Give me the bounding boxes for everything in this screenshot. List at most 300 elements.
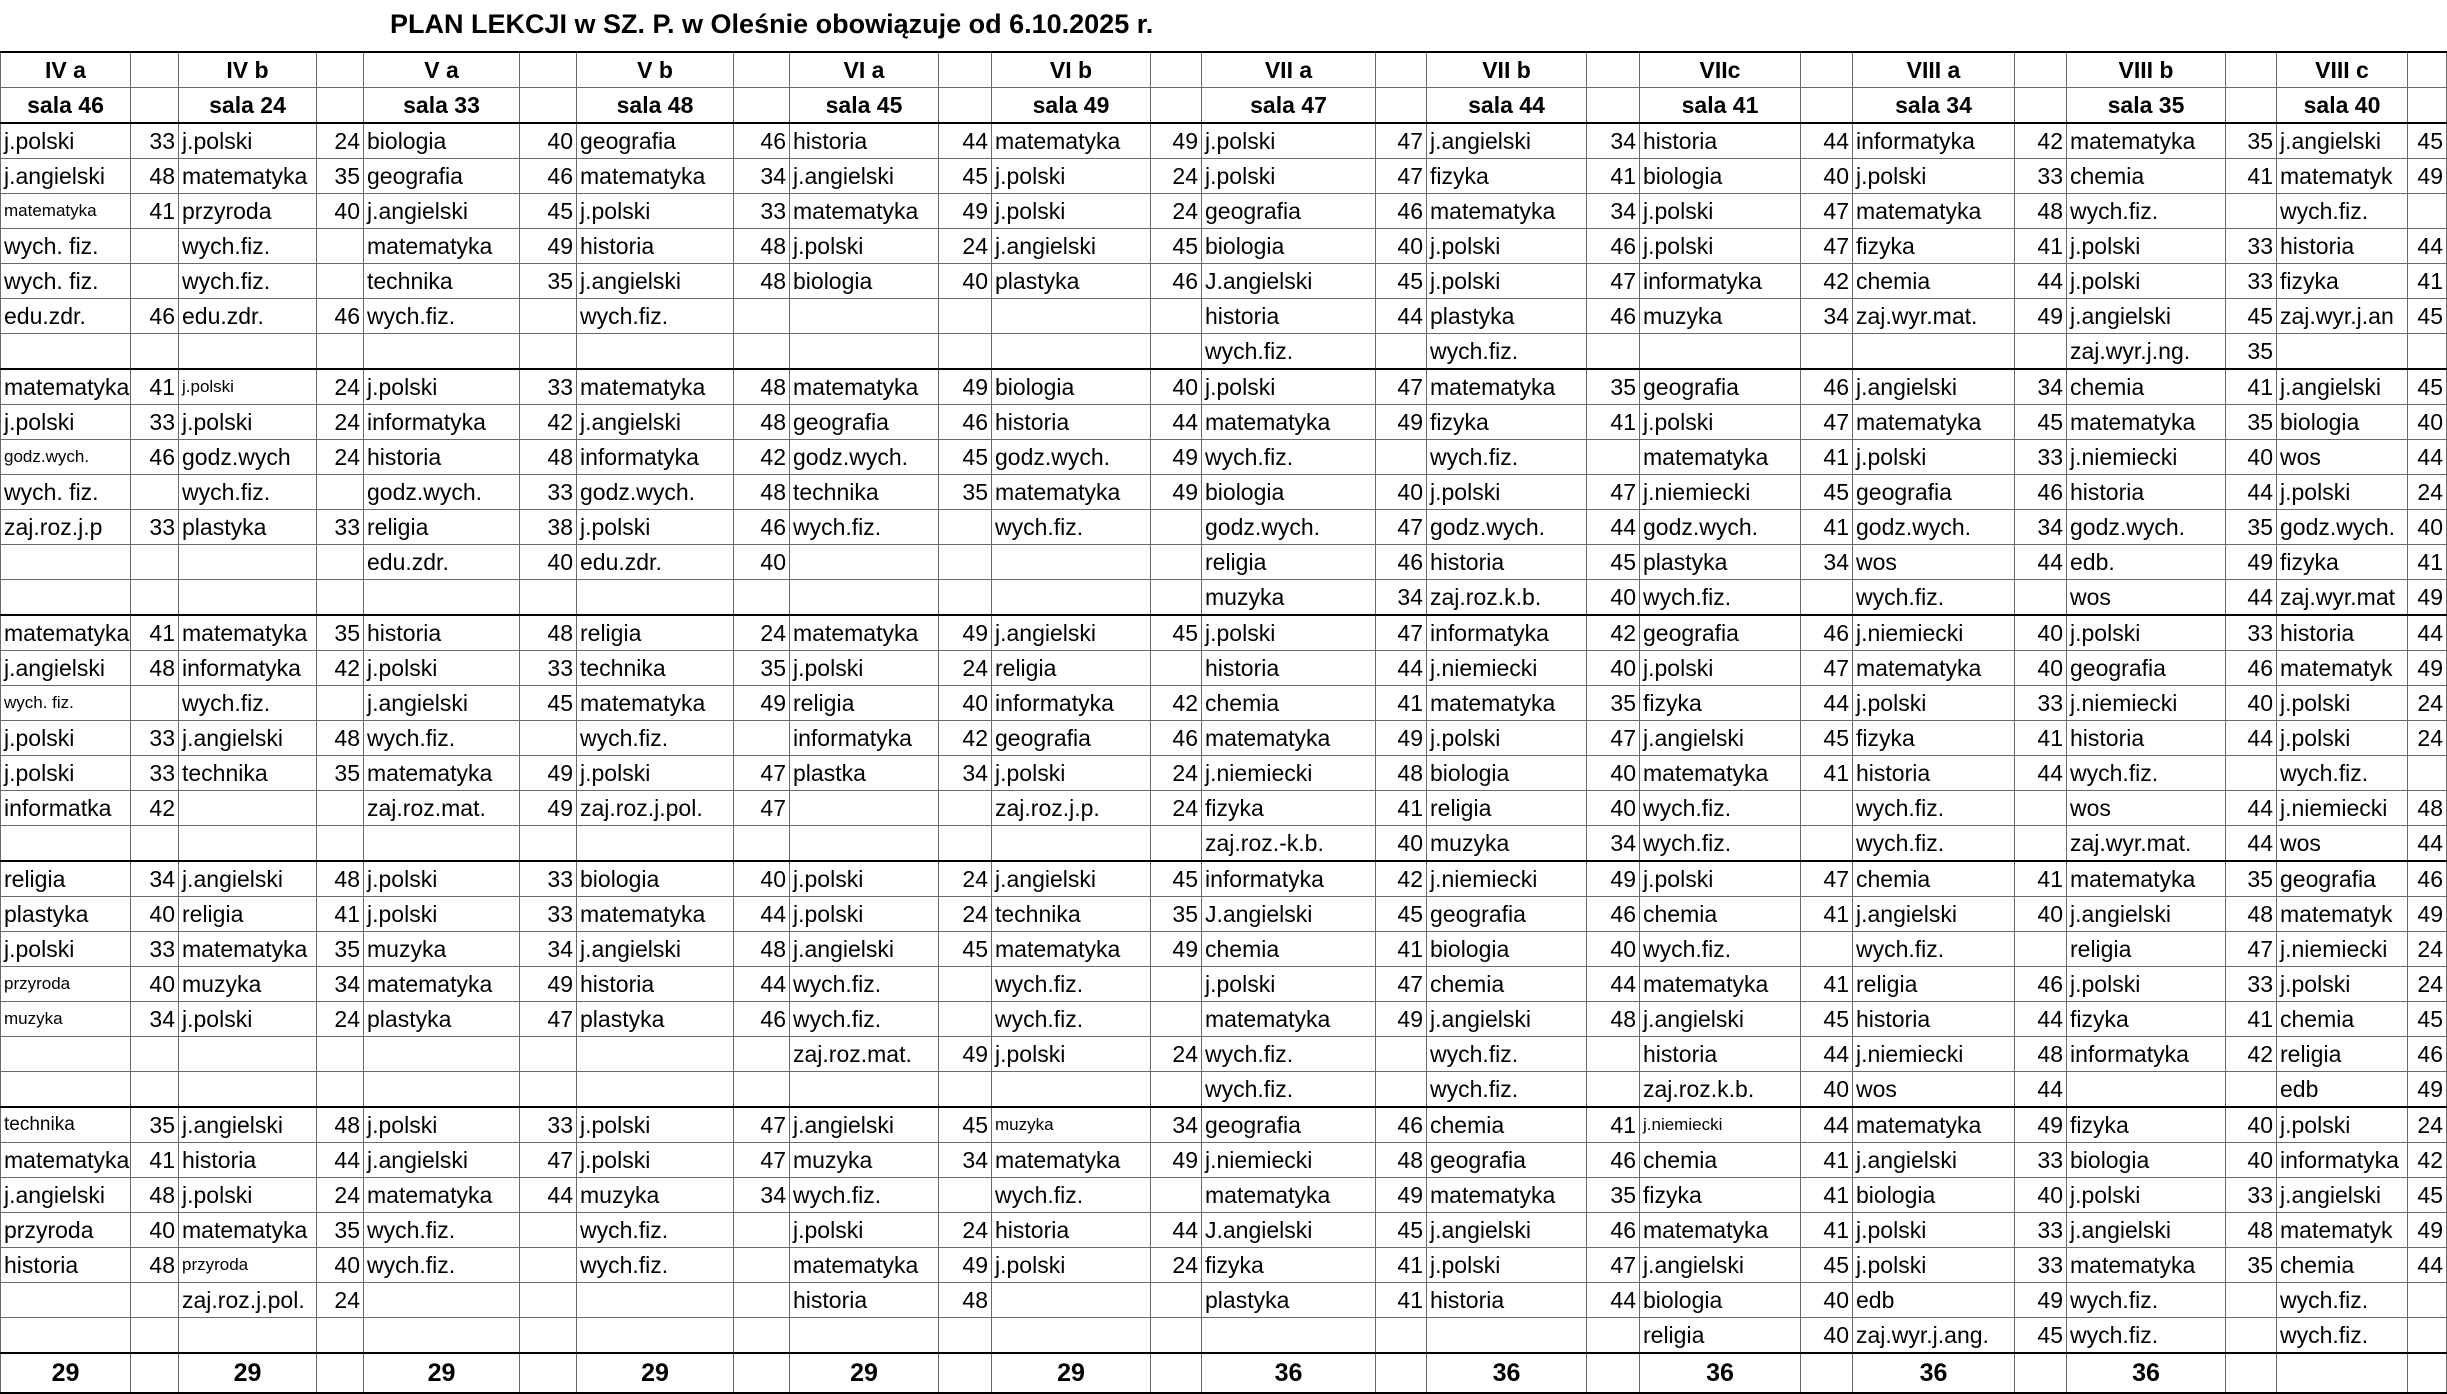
lesson-subject: wych.fiz.: [364, 1213, 520, 1248]
lesson-subject: geografia: [1427, 1143, 1587, 1178]
lesson-subject: religia: [364, 510, 520, 545]
lesson-subject: [790, 1072, 939, 1108]
lesson-subject: j.polski: [179, 405, 317, 440]
lesson-row: [1, 1318, 2447, 1354]
lesson-subject: edb: [1853, 1283, 2015, 1318]
lesson-subject: [364, 1072, 520, 1108]
lesson-subject: biologia: [1427, 932, 1587, 967]
lesson-subject: geografia: [2067, 651, 2226, 686]
lesson-room: 24: [317, 1178, 364, 1213]
lesson-subject: j.polski: [1427, 721, 1587, 756]
lesson-room: 45: [2408, 1178, 2447, 1213]
lesson-room: 47: [1801, 194, 1853, 229]
lesson-room: 41: [1801, 440, 1853, 475]
lesson-room: [1151, 299, 1202, 334]
lesson-room: 48: [131, 651, 179, 686]
lesson-subject: j.polski: [1640, 405, 1801, 440]
lesson-room: 24: [317, 440, 364, 475]
lesson-subject: religia: [992, 651, 1151, 686]
lesson-subject: historia: [577, 967, 734, 1002]
lesson-room: 35: [2226, 510, 2277, 545]
lesson-row: [1, 615, 2447, 651]
lesson-room: 41: [131, 194, 179, 229]
lesson-room: [317, 264, 364, 299]
lesson-subject: wych.fiz.: [790, 967, 939, 1002]
lesson-room: [520, 1248, 577, 1283]
lesson-room: 48: [2015, 1037, 2067, 1072]
lesson-row: [1, 545, 2447, 580]
lesson-subject: [179, 1037, 317, 1072]
lesson-room: 24: [2408, 721, 2447, 756]
lesson-subject: geografia: [2277, 861, 2408, 897]
lesson-subject: biologia: [1853, 1178, 2015, 1213]
lesson-room: [2408, 1318, 2447, 1354]
lesson-room: [317, 580, 364, 616]
lesson-subject: j.angielski: [1640, 1002, 1801, 1037]
lesson-room: 40: [2015, 1178, 2067, 1213]
lesson-row: [1, 299, 2447, 334]
lesson-subject: biologia: [992, 369, 1151, 405]
lesson-room: [131, 229, 179, 264]
lesson-subject: [1, 1037, 131, 1072]
lesson-room: 49: [939, 1248, 992, 1283]
lesson-subject: [1, 1283, 131, 1318]
lesson-subject: j.polski: [2067, 229, 2226, 264]
lesson-subject: religia: [1427, 791, 1587, 826]
lesson-room: 49: [2408, 651, 2447, 686]
lesson-room: 47: [1587, 1248, 1640, 1283]
lesson-subject: informatyka: [179, 651, 317, 686]
lesson-subject: matematyka: [2067, 1248, 2226, 1283]
lesson-room: 34: [734, 159, 790, 194]
lesson-subject: [1202, 1318, 1376, 1354]
lesson-room: 35: [939, 475, 992, 510]
lesson-subject: [992, 334, 1151, 370]
lesson-room: [317, 826, 364, 862]
lesson-subject: [790, 299, 939, 334]
lesson-room: 40: [2226, 1143, 2277, 1178]
lesson-subject: matematyka: [1202, 1178, 1376, 1213]
lesson-room: 45: [1151, 861, 1202, 897]
lesson-room: 35: [1151, 897, 1202, 932]
lesson-subject: chemia: [1427, 967, 1587, 1002]
class-room: sala 47: [1202, 88, 1376, 124]
lesson-subject: j.polski: [992, 756, 1151, 791]
lesson-room: 44: [2408, 229, 2447, 264]
lesson-subject: wych.fiz.: [992, 1178, 1151, 1213]
lesson-subject: historia: [1202, 651, 1376, 686]
lesson-subject: matematyka: [790, 369, 939, 405]
lesson-room: 24: [939, 861, 992, 897]
lesson-room: [1801, 932, 1853, 967]
class-total: 36: [1202, 1353, 1376, 1393]
lesson-subject: j.polski: [2277, 967, 2408, 1002]
class-name: VI a: [790, 52, 939, 88]
header-spacer: [2408, 52, 2447, 88]
lesson-subject: [992, 1283, 1151, 1318]
lesson-room: 33: [520, 651, 577, 686]
lesson-subject: technika: [790, 475, 939, 510]
lesson-room: 33: [131, 405, 179, 440]
lesson-subject: wych.fiz.: [577, 1248, 734, 1283]
lesson-subject: [179, 545, 317, 580]
class-room: sala 46: [1, 88, 131, 124]
lesson-subject: wych.fiz.: [577, 299, 734, 334]
lesson-room: 41: [131, 615, 179, 651]
lesson-room: 33: [2226, 229, 2277, 264]
lesson-subject: historia: [2277, 615, 2408, 651]
lesson-room: 35: [317, 932, 364, 967]
lesson-subject: j.polski: [2067, 1178, 2226, 1213]
lesson-room: 46: [1151, 721, 1202, 756]
lesson-room: 33: [2015, 1248, 2067, 1283]
lesson-subject: geografia: [1640, 615, 1801, 651]
lesson-subject: historia: [1, 1248, 131, 1283]
lesson-room: 41: [317, 897, 364, 932]
lesson-subject: fizyka: [1427, 405, 1587, 440]
lesson-subject: fizyka: [1640, 1178, 1801, 1213]
lesson-subject: technika: [364, 264, 520, 299]
lesson-room: 34: [317, 967, 364, 1002]
lesson-subject: zaj.roz.mat.: [790, 1037, 939, 1072]
lesson-room: 49: [520, 791, 577, 826]
total-spacer: [2226, 1353, 2277, 1393]
lesson-room: 41: [1376, 686, 1427, 721]
lesson-room: [1151, 1072, 1202, 1108]
lesson-room: 33: [131, 123, 179, 159]
lesson-room: 48: [2015, 194, 2067, 229]
lesson-room: 47: [2226, 932, 2277, 967]
lesson-room: 48: [1587, 1002, 1640, 1037]
lesson-room: 40: [1376, 826, 1427, 862]
lesson-subject: technika: [179, 756, 317, 791]
lesson-room: 40: [317, 1248, 364, 1283]
lesson-room: 47: [734, 1107, 790, 1143]
lesson-room: [2226, 1318, 2277, 1354]
lesson-subject: [992, 299, 1151, 334]
lesson-row: [1, 123, 2447, 159]
lesson-subject: religia: [1202, 545, 1376, 580]
lesson-room: 47: [520, 1002, 577, 1037]
lesson-room: [2408, 334, 2447, 370]
lesson-subject: matematyka: [790, 615, 939, 651]
lesson-row: [1, 756, 2447, 791]
lesson-subject: j.angielski: [577, 405, 734, 440]
class-name: VIIc: [1640, 52, 1801, 88]
lesson-subject: matematyka: [790, 194, 939, 229]
lesson-room: 33: [520, 369, 577, 405]
lesson-room: [317, 1072, 364, 1108]
lesson-room: 44: [1587, 1283, 1640, 1318]
lesson-subject: godz.wych.: [577, 475, 734, 510]
lesson-room: 47: [734, 791, 790, 826]
lesson-room: 46: [2408, 1037, 2447, 1072]
lesson-subject: plastyka: [992, 264, 1151, 299]
lesson-subject: godz.wych.: [1202, 510, 1376, 545]
lesson-subject: biologia: [364, 123, 520, 159]
lesson-room: 44: [1151, 405, 1202, 440]
lesson-subject: godz.wych.: [1, 440, 131, 475]
lesson-subject: muzyka: [577, 1178, 734, 1213]
lesson-room: 45: [1376, 1213, 1427, 1248]
lesson-room: 24: [1151, 194, 1202, 229]
lesson-subject: wych.fiz.: [2067, 756, 2226, 791]
lesson-room: [1151, 826, 1202, 862]
lesson-subject: chemia: [1853, 861, 2015, 897]
lesson-subject: j.polski: [1, 123, 131, 159]
lesson-room: 34: [1587, 826, 1640, 862]
lesson-subject: j.angielski: [790, 1107, 939, 1143]
class-total: 29: [1, 1353, 131, 1393]
header-spacer: [131, 88, 179, 124]
lesson-subject: matematyka: [1640, 440, 1801, 475]
lesson-room: 41: [1801, 1143, 1853, 1178]
lesson-room: 41: [2408, 264, 2447, 299]
lesson-room: 40: [1587, 651, 1640, 686]
lesson-subject: j.polski: [790, 651, 939, 686]
lesson-room: 33: [2226, 967, 2277, 1002]
lesson-room: 41: [2226, 1002, 2277, 1037]
lesson-subject: j.polski: [1202, 369, 1376, 405]
lesson-subject: wych.fiz.: [2067, 194, 2226, 229]
lesson-subject: muzyka: [364, 932, 520, 967]
lesson-room: 46: [939, 405, 992, 440]
lesson-subject: technika: [992, 897, 1151, 932]
lesson-subject: wych.fiz.: [1427, 1072, 1587, 1108]
lesson-room: 48: [131, 1178, 179, 1213]
lesson-room: [1151, 545, 1202, 580]
lesson-room: 41: [2226, 369, 2277, 405]
lesson-room: [131, 264, 179, 299]
header-spacer: [1587, 88, 1640, 124]
lesson-subject: j.angielski: [577, 264, 734, 299]
lesson-subject: edu.zdr.: [179, 299, 317, 334]
lesson-subject: matematyka: [364, 229, 520, 264]
lesson-room: 40: [1376, 229, 1427, 264]
lesson-room: 47: [1801, 651, 1853, 686]
lesson-room: 34: [1587, 194, 1640, 229]
lesson-subject: edb.: [2067, 545, 2226, 580]
lesson-subject: technika: [1, 1107, 131, 1143]
lesson-subject: j.polski: [179, 369, 317, 405]
lesson-subject: j.angielski: [179, 861, 317, 897]
lesson-room: 24: [2408, 1107, 2447, 1143]
lesson-row: [1, 721, 2447, 756]
lesson-room: [1151, 967, 1202, 1002]
lesson-subject: matematyka: [1853, 651, 2015, 686]
lesson-room: 45: [939, 1107, 992, 1143]
lesson-subject: chemia: [1853, 264, 2015, 299]
class-room: sala 33: [364, 88, 520, 124]
header-spacer: [1151, 88, 1202, 124]
lesson-room: [2226, 1072, 2277, 1108]
lesson-room: 41: [1587, 405, 1640, 440]
lesson-subject: godz.wych.: [2277, 510, 2408, 545]
lesson-subject: [1, 1318, 131, 1354]
lesson-room: 41: [1801, 510, 1853, 545]
lesson-subject: zaj.roz.mat.: [364, 791, 520, 826]
lesson-subject: przyroda: [1, 1213, 131, 1248]
lesson-subject: j.polski: [992, 1037, 1151, 1072]
lesson-room: 45: [2408, 369, 2447, 405]
lesson-subject: j.angielski: [992, 861, 1151, 897]
header-spacer: [1801, 88, 1853, 124]
lesson-subject: j.polski: [1640, 194, 1801, 229]
lesson-subject: j.polski: [577, 510, 734, 545]
lesson-room: [520, 1318, 577, 1354]
class-name: V b: [577, 52, 734, 88]
lesson-room: 49: [1376, 1178, 1427, 1213]
lesson-subject: j.polski: [577, 756, 734, 791]
lesson-subject: chemia: [2067, 369, 2226, 405]
lesson-subject: wych. fiz.: [1, 229, 131, 264]
lesson-subject: muzyka: [1202, 580, 1376, 616]
lesson-subject: j.angielski: [364, 686, 520, 721]
lesson-room: [131, 1283, 179, 1318]
lesson-room: 49: [939, 615, 992, 651]
lesson-subject: [992, 1072, 1151, 1108]
lesson-subject: matematyka: [1853, 405, 2015, 440]
lesson-subject: wych.fiz.: [1640, 932, 1801, 967]
lesson-room: 24: [734, 615, 790, 651]
lesson-subject: [1427, 1318, 1587, 1354]
class-header-row: [1, 52, 2447, 88]
lesson-subject: wych.fiz.: [1853, 826, 2015, 862]
lesson-subject: j.niemiecki: [2277, 791, 2408, 826]
lesson-subject: j.angielski: [2277, 1178, 2408, 1213]
lesson-subject: fizyka: [2277, 545, 2408, 580]
lesson-room: [520, 334, 577, 370]
lesson-room: 45: [2015, 1318, 2067, 1354]
lesson-room: 48: [317, 1107, 364, 1143]
lesson-room: 33: [2015, 159, 2067, 194]
lesson-room: [734, 826, 790, 862]
lesson-room: 24: [1151, 756, 1202, 791]
lesson-room: 44: [2226, 791, 2277, 826]
lesson-subject: matematyka: [179, 615, 317, 651]
lesson-room: 44: [2408, 440, 2447, 475]
lesson-room: 45: [520, 686, 577, 721]
lesson-subject: chemia: [1202, 686, 1376, 721]
lesson-room: [520, 1283, 577, 1318]
lesson-subject: matematyka: [992, 932, 1151, 967]
lesson-room: 49: [1151, 123, 1202, 159]
lesson-subject: wych.fiz.: [2067, 1318, 2226, 1354]
lesson-subject: [364, 826, 520, 862]
class-total: 29: [364, 1353, 520, 1393]
lesson-subject: wych.fiz.: [1427, 1037, 1587, 1072]
lesson-row: [1, 1002, 2447, 1037]
lesson-room: [734, 1248, 790, 1283]
lesson-subject: [577, 1072, 734, 1108]
lesson-room: 42: [2408, 1143, 2447, 1178]
lesson-room: 35: [2226, 861, 2277, 897]
header-spacer: [1801, 52, 1853, 88]
lesson-subject: zaj.roz.j.pol.: [179, 1283, 317, 1318]
lesson-subject: historia: [179, 1143, 317, 1178]
lesson-subject: j.niemiecki: [2277, 932, 2408, 967]
lesson-room: 33: [520, 1107, 577, 1143]
lesson-room: 40: [1801, 159, 1853, 194]
lesson-room: 48: [939, 1283, 992, 1318]
lesson-room: 45: [1376, 264, 1427, 299]
class-name: VI b: [992, 52, 1151, 88]
lesson-room: 45: [2408, 299, 2447, 334]
lesson-room: 41: [1801, 1178, 1853, 1213]
lesson-room: 34: [2015, 369, 2067, 405]
lesson-subject: fizyka: [2277, 264, 2408, 299]
lesson-room: 40: [2226, 686, 2277, 721]
lesson-subject: j.polski: [790, 229, 939, 264]
lesson-subject: j.angielski: [1427, 123, 1587, 159]
lesson-row: [1, 1283, 2447, 1318]
lesson-room: 41: [1801, 897, 1853, 932]
lesson-subject: j.angielski: [1427, 1213, 1587, 1248]
lesson-subject: j.polski: [179, 123, 317, 159]
header-spacer: [520, 52, 577, 88]
lesson-row: [1, 686, 2447, 721]
lesson-room: 41: [1376, 791, 1427, 826]
lesson-subject: muzyka: [1427, 826, 1587, 862]
lesson-subject: j.polski: [179, 1178, 317, 1213]
class-total: 29: [790, 1353, 939, 1393]
lesson-subject: matematyk: [2277, 651, 2408, 686]
header-spacer: [2015, 52, 2067, 88]
lesson-subject: geografia: [1427, 897, 1587, 932]
lesson-room: 49: [520, 229, 577, 264]
lesson-room: 41: [2226, 159, 2277, 194]
lesson-room: 42: [939, 721, 992, 756]
lesson-room: 44: [2015, 1072, 2067, 1108]
lesson-room: 44: [1587, 967, 1640, 1002]
lesson-room: 33: [520, 861, 577, 897]
lesson-subject: informatyka: [2067, 1037, 2226, 1072]
lesson-room: [131, 475, 179, 510]
lesson-subject: biologia: [1640, 1283, 1801, 1318]
lesson-subject: wych.fiz.: [179, 686, 317, 721]
lesson-room: [1587, 1072, 1640, 1108]
lesson-subject: geografia: [1853, 475, 2015, 510]
lesson-subject: biologia: [1640, 159, 1801, 194]
lesson-subject: religia: [1853, 967, 2015, 1002]
lesson-room: [734, 334, 790, 370]
lesson-room: 40: [2226, 440, 2277, 475]
lesson-subject: j.niemiecki: [1427, 651, 1587, 686]
lesson-room: [734, 1072, 790, 1108]
lesson-room: [939, 826, 992, 862]
lesson-subject: historia: [364, 615, 520, 651]
lesson-row: [1, 651, 2447, 686]
lesson-room: 46: [2015, 475, 2067, 510]
lesson-room: 24: [939, 651, 992, 686]
lesson-subject: matematyka: [1202, 721, 1376, 756]
header-spacer: [2226, 52, 2277, 88]
lesson-room: [1801, 791, 1853, 826]
lesson-subject: [1, 334, 131, 370]
lesson-subject: matematyka: [1, 615, 131, 651]
lesson-subject: j.angielski: [2277, 123, 2408, 159]
lesson-room: 24: [939, 1213, 992, 1248]
lesson-room: [131, 826, 179, 862]
lesson-subject: [790, 545, 939, 580]
lesson-room: 35: [2226, 405, 2277, 440]
lesson-room: 24: [1151, 1037, 1202, 1072]
lesson-room: 47: [1587, 721, 1640, 756]
lesson-room: 44: [939, 123, 992, 159]
lesson-room: 35: [317, 756, 364, 791]
lesson-subject: [179, 791, 317, 826]
lesson-room: 41: [2015, 229, 2067, 264]
